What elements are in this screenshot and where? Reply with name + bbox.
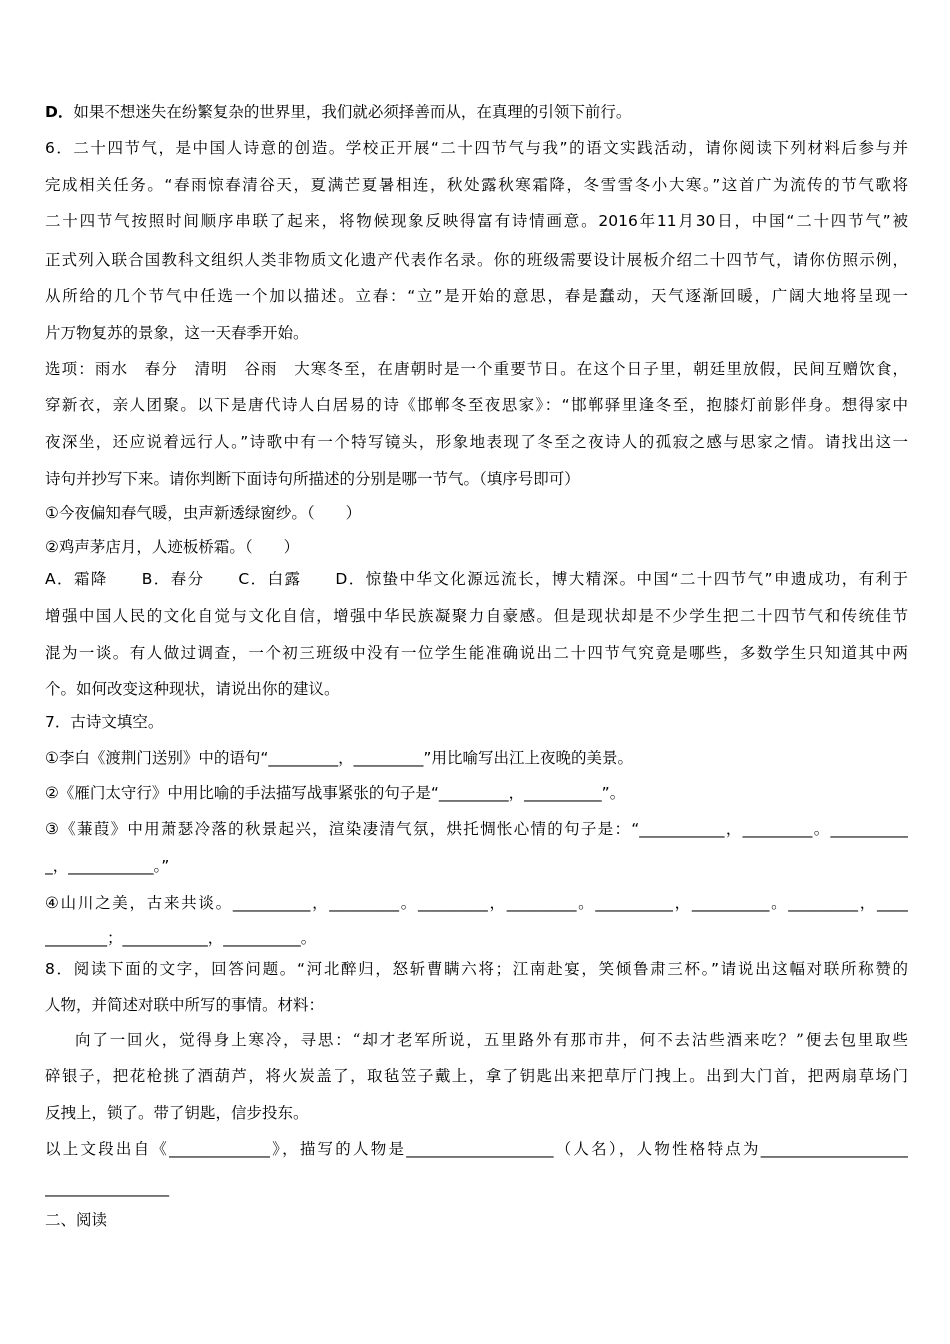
text-line: 穿新衣，亲人团聚。以下是唐代诗人白居易的诗《邯郸冬至夜思家》：“邯郸驿里逢冬至，抱膝灯前影伴身。想得家中 xyxy=(45,396,908,414)
fill-blank-4: ④山川之美，古来共谈。__________，_________。_________，_________。__________，__________。_________，____ xyxy=(45,894,908,912)
poem-item-2: ②鸡声茅店月，人迹板桥霜。（ ） xyxy=(45,538,300,556)
fill-blank-3-cont: _，___________。” xyxy=(45,857,170,875)
text-line: 人物，并简述对联中所写的事情。材料： xyxy=(45,996,325,1014)
text-line: 片万物复苏的景象，这一天春季开始。 xyxy=(45,324,309,342)
source-question: 以上文段出自《_____________》，描写的人物是___________________（人名），人物性格特点为___________________ xyxy=(45,1140,908,1158)
text-line: 诗句并抄写下来。请你判断下面诗句所描述的分别是哪一节气。（填序号即可） xyxy=(45,470,580,488)
answer-blank-line: ________________ xyxy=(45,1179,169,1197)
text-line: 夜深坐，还应说着远行人。”诗歌中有一个特写镜头，形象地表现了冬至之夜诗人的孤寂之感与思家之情。请找出这一 xyxy=(45,433,908,451)
text-line: 二十四节气按照时间顺序串联了起来，将物候现象反映得富有诗情画意。2016年11月30日，中国“二十四节气”被 xyxy=(45,212,908,230)
text-line: 增强中国人民的文化自觉与文化自信，增强中华民族凝聚力自豪感。但是现状却是不少学生把二十四节气和传统佳节 xyxy=(45,607,908,625)
text-line: 完成相关任务。“春雨惊春清谷天，夏满芒夏暑相连，秋处露秋寒霜降，冬雪雪冬小大寒。”这首广为流传的节气歌将 xyxy=(45,176,908,194)
text-line: 选项：雨水 春分 清明 谷雨 大寒冬至，在唐朝时是一个重要节日。在这个日子里，朝廷里放假，民间互赠饮食， xyxy=(45,360,908,378)
fill-blank-4-cont: ________；___________，__________。 xyxy=(45,929,317,947)
material-passage: 反拽上，锁了。带了钥匙，信步投东。 xyxy=(45,1104,309,1122)
answer-options: A．霜降 B．春分 C．白露 D．惊蛰中华文化源远流长，博大精深。中国“二十四节气”申遗成功，有利于 xyxy=(45,570,908,588)
question-8-text: 8．阅读下面的文字，回答问题。“河北醉归，怒斩曹瞒六将；江南赴宴，笑倾鲁肃三杯。”请说出这幅对联所称赞的 xyxy=(45,960,908,978)
material-passage: 碎银子，把花枪挑了酒葫芦，将火炭盖了，取毡笠子戴上，拿了钥匙出来把草厅门拽上。出到大门首，把两扇草场门 xyxy=(45,1067,908,1085)
fill-blank-2: ②《雁门太守行》中用比喻的手法描写战事紧张的句子是“_________，__________”。 xyxy=(45,784,626,802)
material-passage: 向了一回火，觉得身上寒冷，寻思：“却才老军所说，五里路外有那市井，何不去沽些酒来吃？”便去包里取些 xyxy=(75,1031,908,1049)
text-line: 个。如何改变这种现状，请说出你的建议。 xyxy=(45,680,340,698)
section-heading-reading: 二、阅读 xyxy=(45,1211,108,1229)
text-line: 混为一谈。有人做过调查，一个初三班级中没有一位学生能准确说出二十四节气究竟是哪些，多数学生只知道其中两 xyxy=(45,644,908,662)
question-7-title: 7．古诗文填空。 xyxy=(45,713,164,731)
question-6-text: 6．二十四节气，是中国人诗意的创造。学校正开展“二十四节气与我”的语文实践活动，请你阅读下列材料后参与并 xyxy=(45,139,908,157)
fill-blank-1: ①李白《渡荆门送别》中的语句“_________，_________”用比喻写出江上夜晚的美景。 xyxy=(45,749,633,767)
option-label: D． xyxy=(45,103,74,121)
fill-blank-3: ③《蒹葭》中用萧瑟冷落的秋景起兴，渲染凄清气氛，烘托惆怅心情的句子是：“___________，_________。__________ xyxy=(45,820,908,838)
text-line: 正式列入联合国教科文组织人类非物质文化遗产代表作名录。你的班级需要设计展板介绍二十四节气，请你仿照示例， xyxy=(45,251,908,269)
text-line: 从所给的几个节气中任选一个加以描述。立春：“立”是开始的意思，春是蠢动，天气逐渐回暖，广阔大地将呈现一 xyxy=(45,287,908,305)
poem-item-1: ①今夜偏知春气暖，虫声新透绿窗纱。（ ） xyxy=(45,504,362,522)
option-d-line xyxy=(45,102,908,122)
text-line: 如果不想迷失在纷繁复杂的世界里，我们就必须择善而从，在真理的引领下前行。 xyxy=(73,103,632,121)
